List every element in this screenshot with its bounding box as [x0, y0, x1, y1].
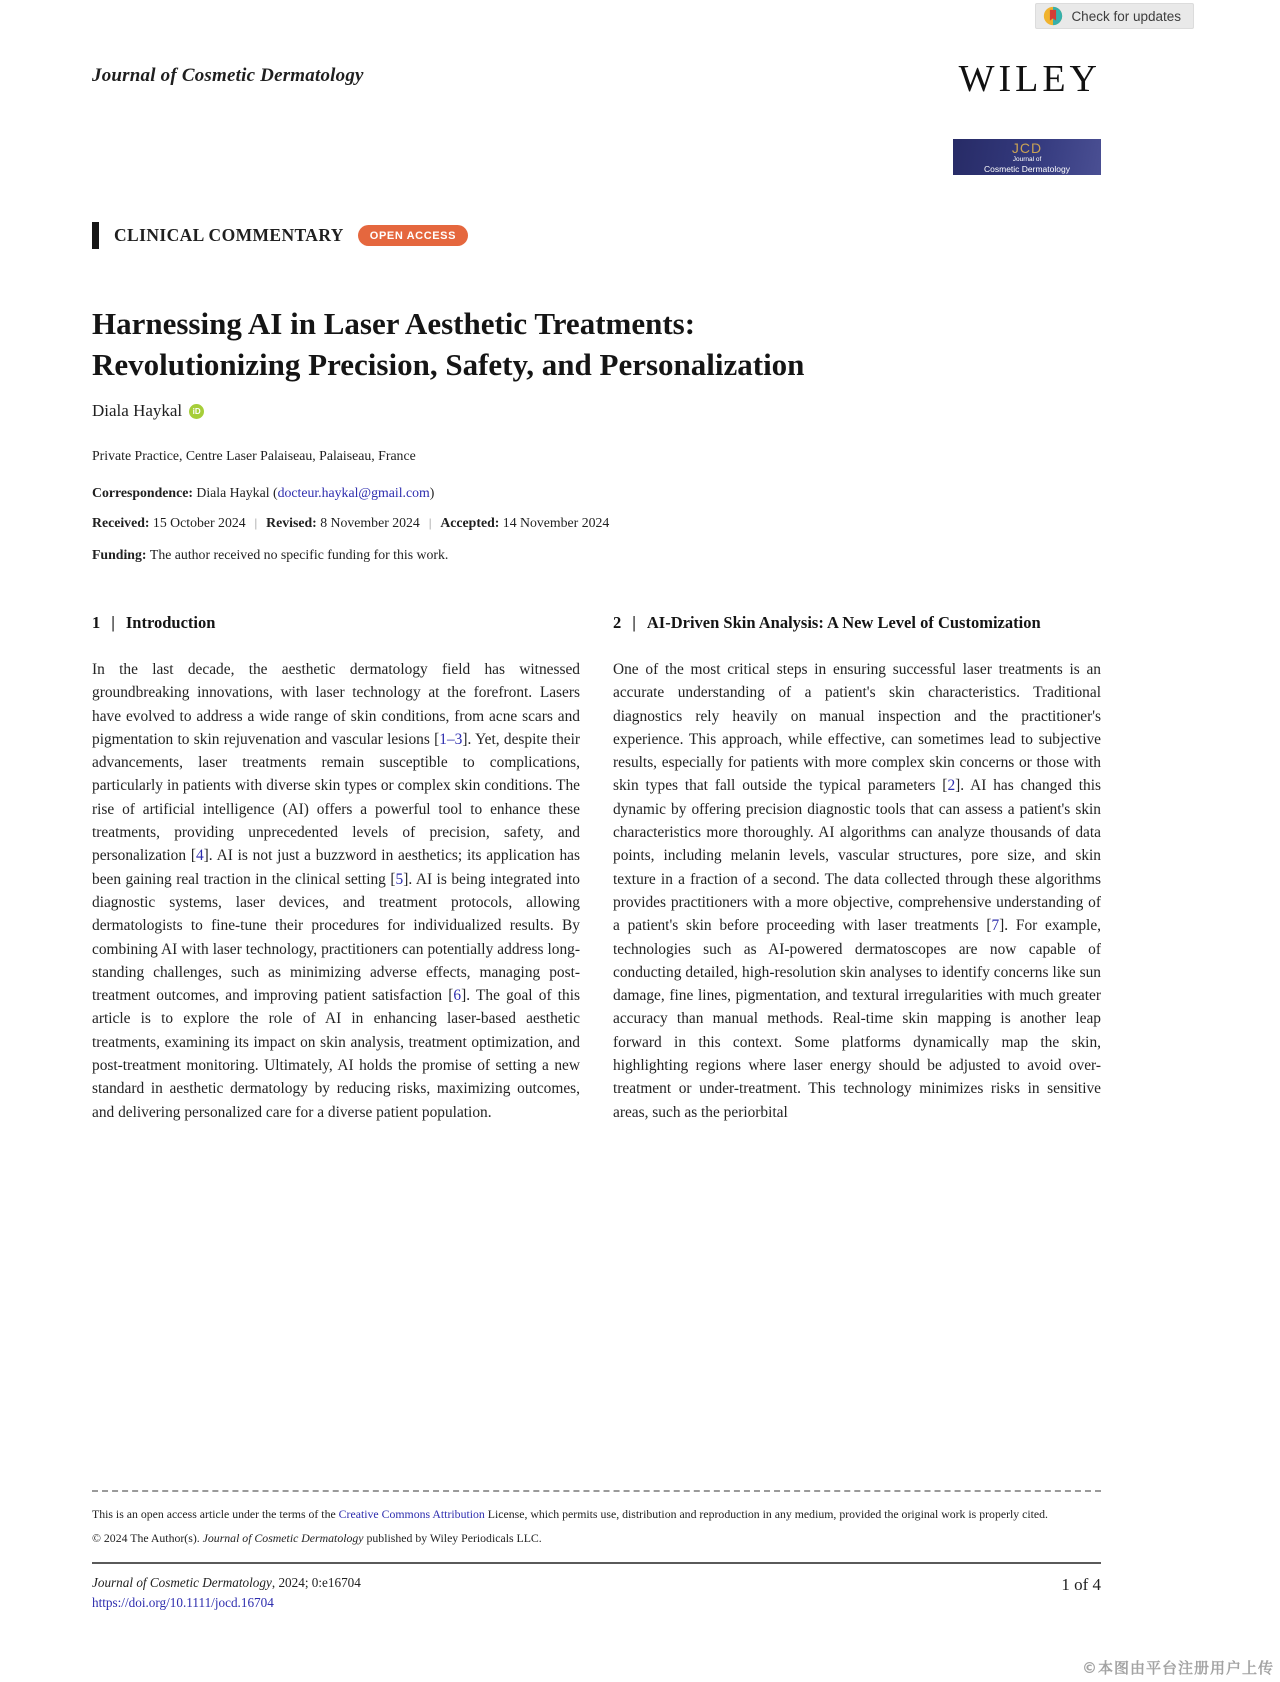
jcd-abbr: JCD	[1011, 139, 1043, 156]
paragraph-text: ]. AI is not just a buzzword in aesthetics; its application has been gaining real traction in the clinical setting [	[92, 847, 580, 888]
reference-link[interactable]: 6	[453, 987, 462, 1005]
page-number: 1 of 4	[1061, 1575, 1101, 1594]
category-bar	[92, 222, 99, 249]
paragraph-text: ]. AI is being integrated into diagnostic systems, laser devices, and treatment protocols, allowing dermatologists to fine-tune their procedures for individualized results. By combining AI with laser technology, practitioners can potentially address long-standing challenges, such as minimizing adverse effects, managing post-treatment outcomes, and improving patient satisfaction [	[92, 870, 580, 1005]
heading-pipe: |	[111, 613, 115, 632]
paragraph-text: One of the most critical steps in ensuring successful laser treatments is an accurate understanding of a patient's skin characteristics. Traditional diagnostics rely heavily on manual inspection and the practitioner's experience. This approach, while effective, can sometimes lead to subjective results, especially for patients with more complex skin concerns or those with skin types that fall outside the typical parameters [	[613, 661, 1101, 795]
paragraph-text: ]. The goal of this article is to explore the role of AI in enhancing laser-based aesthetic treatments, examining its impact on skin analysis, treatment optimization, and post-treatment monitoring. Ultimately, AI holds the promise of setting a new standard in aesthetic dermatology by reducing risks, maximizing outcomes, and delivering personalized care for a diverse patient population.	[92, 987, 580, 1121]
license-pre: This is an open access article under the terms of the	[92, 1507, 339, 1521]
funding-text: The author received no specific funding for this work.	[149, 547, 449, 562]
doi-link[interactable]: https://doi.org/10.1111/jocd.16704	[92, 1595, 274, 1610]
category-row	[92, 222, 1101, 249]
left-column	[92, 611, 580, 1124]
orcid-icon[interactable]: iD	[189, 404, 204, 419]
dates-line	[92, 515, 1101, 531]
reference-link[interactable]: 1–3	[439, 730, 463, 748]
author-name: Diala Haykal	[92, 401, 183, 420]
article-title	[92, 303, 1101, 385]
heading-pipe: |	[632, 613, 636, 632]
citation-journal: Journal of Cosmetic Dermatology	[92, 1575, 272, 1590]
revised-date: 8 November 2024	[320, 515, 420, 530]
crossmark-icon	[1043, 6, 1063, 26]
license-text	[92, 1503, 1101, 1526]
body-columns	[92, 611, 1101, 1124]
section-1-title: Introduction	[125, 613, 216, 632]
open-access-badge: OPEN ACCESS	[358, 225, 468, 246]
check-for-updates-button[interactable]	[1035, 3, 1194, 29]
section-2-heading	[613, 611, 1101, 634]
reference-link[interactable]: 4	[195, 847, 204, 865]
date-separator: |	[428, 516, 432, 530]
title-line-2: Revolutionizing Precision, Safety, and Personalization	[92, 347, 805, 382]
reference-link[interactable]: 2	[947, 777, 956, 795]
title-line-1: Harnessing AI in Laser Aesthetic Treatments:	[92, 306, 696, 341]
license-post: License, which permits use, distribution and reproduction in any medium, provided the original work is properly cited.	[484, 1507, 1049, 1521]
wiley-logo: WILEY	[958, 58, 1101, 100]
received-date: 15 October 2024	[152, 515, 246, 530]
page-header	[92, 0, 1101, 175]
reference-link[interactable]: 7	[991, 917, 1000, 935]
author-row	[92, 401, 1101, 421]
paragraph-text: ]. Yet, despite their advancements, laser treatments remain susceptible to complications, particularly in patients with diverse skin types or complex skin conditions. The rise of artificial intelligence (AI) offers a powerful tool to enhance these treatments, providing unprecedented levels of precision, safety, and personalization [	[92, 730, 580, 865]
funding-label: Funding:	[92, 547, 150, 562]
accepted-label: Accepted:	[440, 515, 503, 530]
funding-line	[92, 547, 1101, 563]
creative-commons-link[interactable]: Creative Commons Attribution	[338, 1507, 485, 1521]
right-column	[613, 611, 1101, 1124]
section-1-heading	[92, 611, 580, 634]
paragraph-text: ]. For example, technologies such as AI-powered dermatoscopes are now capable of conducting detailed, high-resolution skin analyses to identify concerns like sun damage, fine lines, pigmentation, and textural irregularities with much greater accuracy than manual methods. Real-time skin mapping is another leap forward in this context. Some platforms dynamically map the skin, highlighting regions where laser energy should be adjusted to avoid over-treatment or under-treatment. This technology minimizes risks in sensitive areas, such as the periorbital	[613, 917, 1102, 1121]
date-separator: |	[254, 516, 258, 530]
received-label: Received:	[92, 515, 153, 530]
paragraph-text: ]. AI has changed this dynamic by offering precision diagnostic tools that can assess a patient's skin characteristics more thoroughly. AI algorithms can analyze thousands of data points, including melanin levels, vascular structures, pore size, and skin texture in a fraction of a second. The data collected through these algorithms provides practitioners with a more objective, comprehensive understanding of a patient's skin before proceeding with laser treatments [	[613, 777, 1101, 935]
article-category: CLINICAL COMMENTARY	[114, 225, 344, 245]
section-2-title: AI-Driven Skin Analysis: A New Level of Customization	[646, 613, 1041, 632]
journal-name: Journal of Cosmetic Dermatology	[92, 65, 364, 86]
copyright-pre: © 2024 The Author(s).	[92, 1531, 203, 1545]
citation-block	[92, 1573, 361, 1613]
publisher-block	[953, 58, 1101, 175]
revised-label: Revised:	[266, 515, 321, 530]
section-2-paragraph	[613, 658, 1101, 1124]
paragraph-text: In the last decade, the aesthetic dermatology field has witnessed groundbreaking innovations, with laser technology at the forefront. Lasers have evolved to address a wide range of skin conditions, from acne scars and pigmentation to skin rejuvenation and vascular lesions [	[92, 661, 580, 748]
copyright-post: published by Wiley Periodicals LLC.	[363, 1531, 542, 1545]
correspondence-email-link[interactable]: docteur.haykal@gmail.com	[277, 485, 430, 500]
correspondence-label: Correspondence:	[92, 485, 197, 500]
dashed-divider	[92, 1490, 1101, 1492]
jcd-subtitle-2: Cosmetic Dermatology	[984, 163, 1070, 174]
accepted-date: 14 November 2024	[502, 515, 610, 530]
correspondence-close: )	[429, 485, 435, 500]
page-footer	[92, 1490, 1101, 1613]
correspondence-line	[92, 485, 1101, 501]
copyright-journal: Journal of Cosmetic Dermatology	[202, 1531, 364, 1545]
section-2-number: 2	[613, 613, 622, 632]
jcd-journal-logo	[953, 139, 1101, 175]
check-for-updates-label: Check for updates	[1071, 8, 1181, 24]
jcd-subtitle-1: Journal of	[1012, 155, 1042, 163]
section-1-number: 1	[92, 613, 101, 632]
copyright-line	[92, 1527, 1101, 1550]
correspondence-name: Diala Haykal (	[196, 485, 278, 500]
section-1-paragraph	[92, 658, 580, 1124]
citation-line	[92, 1573, 361, 1593]
reference-link[interactable]: 5	[395, 870, 404, 888]
watermark: ©本图由平台注册用户上传	[1081, 1659, 1274, 1677]
footer-bottom-row	[92, 1564, 1101, 1613]
citation-rest: , 2024; 0:e16704	[271, 1575, 361, 1590]
affiliation: Private Practice, Centre Laser Palaiseau, Palaiseau, France	[92, 448, 416, 463]
